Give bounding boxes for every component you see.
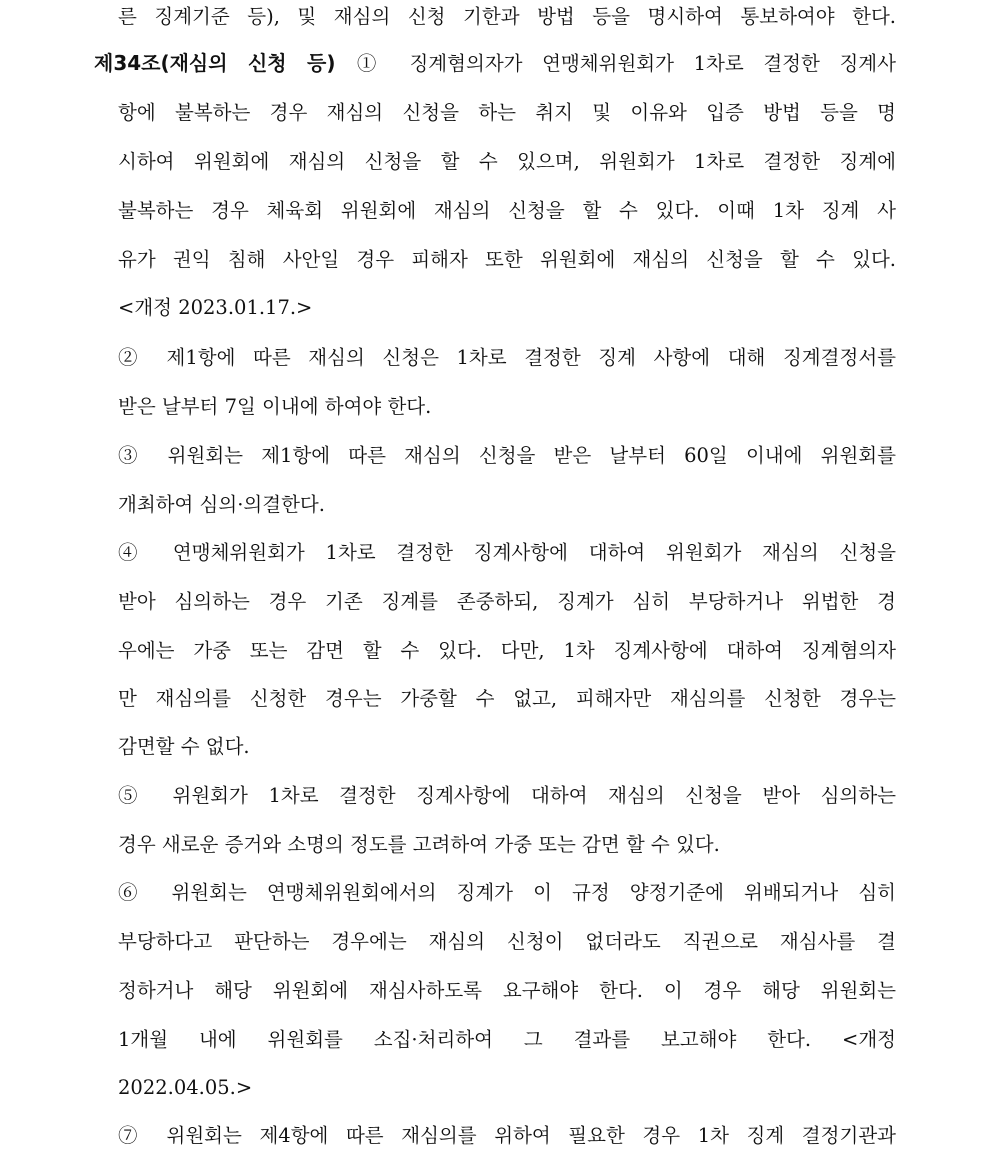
paragraph-line: ⑥ 위원회는 연맹체위원회에서의 징계가 이 규정 양정기준에 위배되거나 심히 [118,881,896,904]
amendment-note: <개정 2023.01.17.> [118,296,313,319]
article-heading-line [94,43,896,83]
paragraph-line: ② 제1항에 따른 재심의 신청은 1차로 결정한 징계 사항에 대해 징계결정서를 [118,346,896,369]
paragraph-line: 감면할 수 없다. [118,735,250,758]
paragraph-line: 항에 불복하는 경우 재심의 신청을 하는 취지 및 이유와 입증 방법 등을 명 [118,101,896,124]
paragraph-line: 우에는 가중 또는 감면 할 수 있다. 다만, 1차 징계사항에 대하여 징계혐의자 [118,639,896,662]
paragraph-line: 불복하는 경우 체육회 위원회에 재심의 신청을 할 수 있다. 이때 1차 징계 사 [118,199,896,222]
paragraph-line: 유가 권익 침해 사안일 경우 피해자 또한 위원회에 재심의 신청을 할 수 있다. [118,248,896,271]
paragraph-line: ⑤ 위원회가 1차로 결정한 징계사항에 대하여 재심의 신청을 받아 심의하는 [118,784,896,807]
paragraph-line-text: ① 징계혐의자가 연맹체위원회가 1차로 결정한 징계사 [343,52,896,75]
paragraph-line: 시하여 위원회에 재심의 신청을 할 수 있으며, 위원회가 1차로 결정한 징계에 [118,150,896,173]
paragraph-line: 개최하여 심의·의결한다. [118,493,325,516]
paragraph-line: 받아 심의하는 경우 기존 징계를 존중하되, 징계가 심히 부당하거나 위법한 경 [118,590,896,613]
paragraph-line: 받은 날부터 7일 이내에 하여야 한다. [118,395,432,418]
paragraph-line: 정하거나 해당 위원회에 재심사하도록 요구해야 한다. 이 경우 해당 위원회는 [118,979,896,1002]
paragraph-line: 1개월 내에 위원회를 소집·처리하여 그 결과를 보고해야 한다. <개정 [118,1028,896,1051]
paragraph-line: 른 징계기준 등), 및 재심의 신청 기한과 방법 등을 명시하여 통보하여야 한다. [118,5,896,28]
article-title: 제34조(재심의 신청 등) [94,51,336,75]
paragraph-line: ④ 연맹체위원회가 1차로 결정한 징계사항에 대하여 위원회가 재심의 신청을 [118,541,896,564]
paragraph-line: ⑦ 위원회는 제4항에 따른 재심의를 위하여 필요한 경우 1차 징계 결정기관과 [118,1124,896,1147]
paragraph-line: 만 재심의를 신청한 경우는 가중할 수 없고, 피해자만 재심의를 신청한 경우는 [118,687,896,710]
paragraph-line: ③ 위원회는 제1항에 따른 재심의 신청을 받은 날부터 60일 이내에 위원회를 [118,444,896,467]
paragraph-line: 경우 새로운 증거와 소명의 정도를 고려하여 가중 또는 감면 할 수 있다. [118,833,720,856]
amendment-note: 2022.04.05.> [118,1076,253,1099]
paragraph-line: 부당하다고 판단하는 경우에는 재심의 신청이 없더라도 직권으로 재심사를 결 [118,930,896,953]
